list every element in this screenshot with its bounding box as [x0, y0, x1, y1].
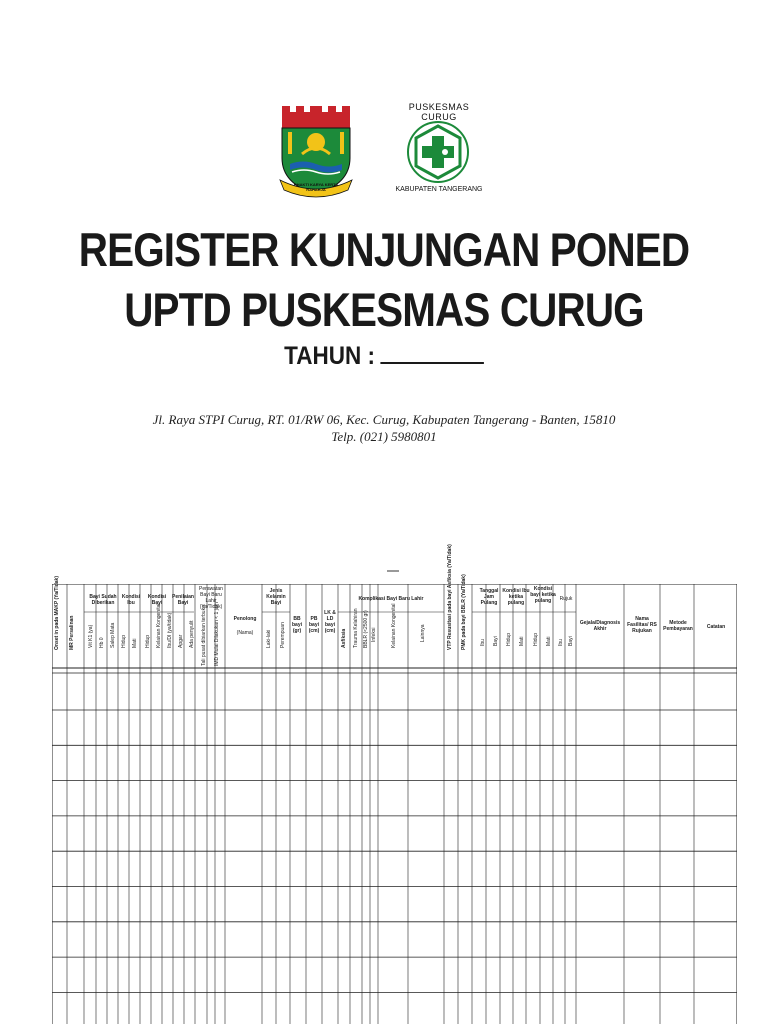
header-kondisi-bayi: Kondisi Bayi	[147, 594, 167, 606]
header-rujuk: Rujuk	[559, 596, 573, 602]
vheader-ibd: Ibu/DI (ya/tidak)	[167, 612, 173, 648]
vheader-hb0: Hb 0	[99, 637, 105, 648]
vheader-apgar: Apgar	[178, 634, 184, 648]
header-perawatan-bayi: Perawatan Bayi Baru Lahir (Ya/Tidak)	[199, 586, 223, 610]
phone-line: Telp. (021) 5980801	[331, 429, 437, 444]
vheader-ibu-mati: Mati	[132, 638, 138, 648]
vheader-trauma: Trauma Kelahiran	[353, 608, 359, 648]
vheader-vitk: Vit K1 (ya)	[88, 624, 94, 648]
emblem-motto: BHAKTI KARYA KERTA RAHARJA	[293, 182, 339, 192]
vheader-tgl-bayi: Bayi	[493, 636, 499, 646]
sheet-mark	[0, 570, 768, 574]
header-kondisi-ibu-pulang: Kondisi Ibu ketika pulang	[502, 588, 530, 606]
logo-ring-text-top: PUSKESMAS CURUG	[408, 102, 470, 122]
vheader-tgl-ibu: Ibu	[480, 639, 486, 646]
register-table	[52, 544, 737, 1024]
header-penilaian-bayi: Penilaian Bayi	[172, 594, 194, 606]
header-komplikasi: Komplikasi Bayi Baru Lahir	[358, 596, 424, 602]
vheader-tali-pusat: Tali pusat dibiarkan terbuka	[201, 605, 207, 666]
year-label-text: TAHUN :	[284, 342, 375, 370]
header-lk-ld: LK & LD bayi (cm)	[324, 610, 336, 634]
logo-row	[0, 100, 768, 200]
header-kondisi-bayi-pulang: Kondisi bayi ketika pulang	[530, 586, 556, 604]
vheader-kbp-mati: Mati	[546, 636, 552, 646]
address-line: Jl. Raya STPI Curug, RT. 01/RW 06, Kec. Curug, Kabupaten Tangerang - Banten, 15810	[152, 412, 616, 427]
header-nama-rs: Nama Fasilitas/ RS Rujukan	[627, 616, 657, 634]
header-bayi-sudah-diberikan: Bayi Sudah Diberikan	[89, 594, 117, 606]
vheader-rujuk-bayi: Bayi	[568, 636, 574, 646]
vheader-lainnya: Lainnya	[420, 624, 426, 642]
register-table-grid	[52, 584, 737, 1024]
year-label	[38, 340, 729, 371]
vheader-kip-hidup: Hidup	[506, 632, 512, 646]
vheader-laki: Laki-laki	[266, 629, 272, 648]
header-gejala: Gejala/Diagnosis Akhir	[579, 620, 621, 632]
header-kondisi-ibu: Kondisi Ibu	[121, 594, 141, 606]
vheader-mr: MR Persalinan	[69, 615, 75, 650]
vheader-infeksi: Infeksi	[371, 627, 377, 642]
vheader-ada-penyulit: Ada penyulit	[189, 620, 195, 648]
header-pb-bayi: PB bayi (cm)	[308, 616, 320, 634]
page-title-line-1: REGISTER KUNJUNGAN PONED	[78, 223, 690, 276]
vheader-rujuk-ibu: Ibu	[558, 639, 564, 646]
header-tanggal-pulang: Tanggal Jam Pulang	[479, 588, 499, 606]
header-penolong: Penolong	[233, 616, 257, 622]
header-bb-bayi: BB bayi (gr)	[291, 616, 302, 634]
header-jenis-kelamin: Jenis Kelamin Bayi	[266, 588, 286, 606]
header-catatan: Catatan	[706, 624, 726, 630]
vheader-onset: Onset in pada MAKP (Ya/Tidak)	[54, 576, 60, 650]
header-metode: Metode Pembayaran	[663, 620, 693, 632]
vheader-ibu-hidup: Hidup	[121, 634, 127, 648]
vheader-bblr: BBLR (<2500 gr)	[363, 610, 369, 648]
vheader-imd: IMD Mulai Dilakukan < 1 jam	[214, 602, 220, 666]
vheader-kongenital: Kelainan Kongenital	[391, 603, 397, 648]
vheader-kip-mati: Mati	[519, 636, 525, 646]
header-penolong-nama: (Nama)	[236, 630, 254, 636]
vheader-bayi-hidup: Hidup	[145, 634, 151, 648]
vheader-bayi-kelainan: Kelainan Kongenital	[156, 603, 162, 648]
vheader-asfiksia: Asfiksia	[341, 628, 347, 648]
vheader-pmk: PMK pada bayi BBLR (Ya/Tidak)	[461, 574, 467, 650]
year-blank-field[interactable]	[380, 340, 484, 364]
logo-ring-text-bottom: KABUPATEN TANGERANG	[395, 186, 483, 193]
vheader-vtp: VTP Resusitasi pada bayi Asfiksia (Ya/Tidak)	[447, 544, 453, 650]
page-title-line-2: UPTD PUSKESMAS CURUG	[124, 283, 644, 336]
vheader-salep: Salep Mata	[110, 622, 116, 648]
vheader-kbp-hidup: Hidup	[533, 632, 539, 646]
vheader-perempuan: Perempuan	[280, 622, 286, 648]
